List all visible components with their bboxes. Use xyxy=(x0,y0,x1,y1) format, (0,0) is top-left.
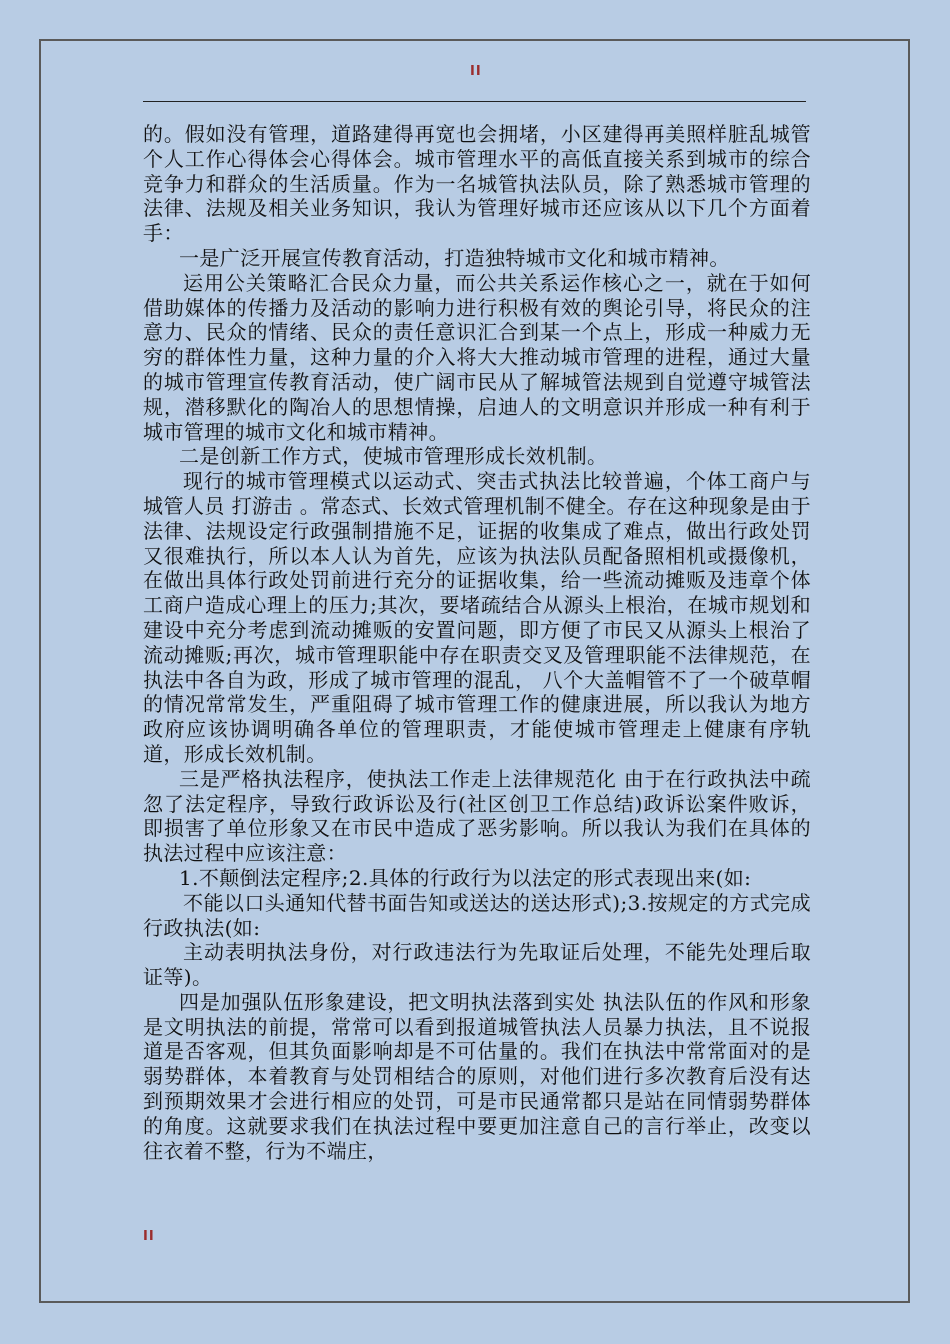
list-item-procedure-2: 不能以口头通知代替书面告知或送达的送达形式);3.按规定的方式完成行政执法(如: xyxy=(143,890,811,940)
list-item-procedure-1: 1.不颠倒法定程序;2.具体的行政行为以法定的形式表现出来(如: xyxy=(179,865,752,890)
document-body xyxy=(143,122,811,1163)
header-page-mark: II xyxy=(470,64,482,79)
header-divider xyxy=(143,101,806,102)
paragraph-point-three: 三是严格执法程序，使执法工作走上法律规范化 由于在行政执法中疏忽了法定程序，导致行政诉讼及行(社区创卫工作总结)政诉讼案件败诉，即损害了单位形象又在市民中造成了恶劣影响。所以我认为我们在具体的执法过程中应该注意： xyxy=(143,766,811,866)
heading-point-two: 二是创新工作方式，使城市管理形成长效机制。 xyxy=(179,444,608,469)
paragraph-intro: 的。假如没有管理，道路建得再宽也会拥堵，小区建得再美照样脏乱城管个人工作心得体会心得体会。城市管理水平的高低直接关系到城市的综合竞争力和群众的生活质量。作为一名城管执法队员，除了熟悉城市管理的法律、法规及相关业务知识，我认为管理好城市还应该从以下几个方面着手： xyxy=(143,122,811,246)
list-item-procedure-3: 主动表明执法身份，对行政违法行为先取证后处理，不能先处理后取证等)。 xyxy=(143,940,811,990)
paragraph-point-four: 四是加强队伍形象建设，把文明执法落到实处 执法队伍的作风和形象是文明执法的前提，常常可以看到报道城管执法人员暴力执法，且不说报道是否客观，但其负面影响却是不可估量的。我们在执法中常常面对的是弱势群体，本着教育与处罚相结合的原则，对他们进行多次教育后没有达到预期效果才会进行相应的处罚，可是市民通常都只是站在同情弱势群体的角度。这就要求我们在执法过程中要更加注意自己的言行举止，改变以往衣着不整，行为不端庄， xyxy=(143,989,811,1163)
footer-page-mark: II xyxy=(143,1229,155,1244)
heading-point-one: 一是广泛开展宣传教育活动，打造独特城市文化和城市精神。 xyxy=(179,245,730,270)
paragraph-point-two: 现行的城市管理模式以运动式、突击式执法比较普遍，个体工商户与城管人员 打游击 。常态式、长效式管理机制不健全。存在这种现象是由于法律、法规设定行政强制措施不足，证据的收集成了难点，做出行政处罚又很难执行，所以本人认为首先，应该为执法队员配备照相机或摄像机，在做出具体行政处罚前进行充分的证据收集，给一些流动摊贩及违章个体工商户造成心理上的压力;其次，要堵疏结合从源头上根治，在城市规划和建设中充分考虑到流动摊贩的安置问题，即方便了市民又从源头上根治了流动摊贩;再次，城市管理职能中存在职责交叉及管理职能不法律规范，在执法中各自为政，形成了城市管理的混乱， 八个大盖帽管不了一个破草帽 的情况常常发生，严重阻碍了城市管理工作的健康进展，所以我认为地方政府应该协调明确各单位的管理职责，才能使城市管理走上健康有序轨道，形成长效机制。 xyxy=(143,469,811,766)
paragraph-point-one: 运用公关策略汇合民众力量，而公共关系运作核心之一，就在于如何借助媒体的传播力及活动的影响力进行积极有效的舆论引导，将民众的注意力、民众的情绪、民众的责任意识汇合到某一个点上，形成一种威力无穷的群体性力量，这种力量的介入将大大推动城市管理的进程，通过大量的城市管理宣传教育活动，使广阔市民从了解城管法规到自觉遵守城管法规，潜移默化的陶冶人的思想情操，启迪人的文明意识并形成一种有利于城市管理的城市文化和城市精神。 xyxy=(143,270,811,444)
